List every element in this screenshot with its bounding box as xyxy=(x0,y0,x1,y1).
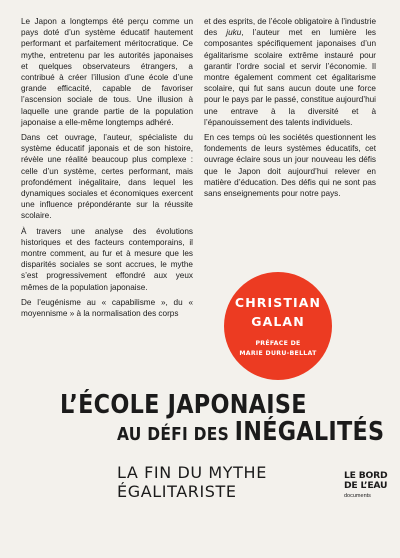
publisher-collection: documents xyxy=(344,493,371,499)
summary-paragraph: Le Japon a longtemps été perçu comme un pays doté d’un système éducatif hautement performant et parfaitement méritocratique. Ce mythe, entretenu par les autorités japonaises et quelques observateurs étrangers, a contribué à créer l’illusion d’une école d’une grande efficacité, capable de favoriser l’ascension sociale de tous. Une illusion à laquelle une grande partie de la population japonaise a elle-même longtemps adhéré. xyxy=(21,17,193,127)
italic-term: juku xyxy=(226,28,242,38)
back-cover-text-left xyxy=(21,16,193,323)
summary-paragraph: De l’eugénisme au « capabilisme », du « moyennisme » à la normalisation des corps xyxy=(21,297,193,319)
text-segment: et des esprits, de l’école obligatoire à l’industrie des xyxy=(204,17,376,38)
publisher-logo xyxy=(344,471,392,500)
summary-paragraph: À travers une analyse des évolutions historiques et des facteurs contemporains, il montre comment, au fur et à mesure que les disparités sociales se sont accrues, le mythe s’est progressivement effondré aux yeux mêmes de la population japonaise. xyxy=(21,226,193,292)
back-cover-text-right xyxy=(204,16,376,203)
summary-paragraph: Dans cet ouvrage, l’auteur, spécialiste du système éducatif japonais et de son histoire, révèle une réalité beaucoup plus complexe : celle d’un système, certes performant, mais profondément inégalitaire, dans lequel les dynamiques sociales et économiques exercent une influence prépondérante sur la réussite scolaire. xyxy=(21,133,193,221)
publisher-name-line2: DE L’EAU xyxy=(344,480,388,491)
preface-label: PRÉFACE DE xyxy=(255,340,301,347)
summary-paragraph xyxy=(204,16,376,128)
preface-author: MARIE DURU-BELLAT xyxy=(239,350,317,357)
author-first-name: CHRISTIAN xyxy=(234,295,322,310)
title-big-part: INÉGALITÉS xyxy=(234,417,385,447)
book-subtitle-line1: LA FIN DU MYTHE xyxy=(117,463,267,482)
author-last-name: GALAN xyxy=(251,314,305,329)
book-subtitle-line2: ÉGALITARISTE xyxy=(117,482,237,501)
author-seal xyxy=(224,272,332,380)
summary-paragraph: En ces temps où les sociétés questionnent les fondements de leurs systèmes éducatifs, cet ouvrage éclaire sous un jour nouveau les défis que le Japon doit aujourd’hui relever en matière d’éducation. Des défis qui ne sont pas sans enseignements pour notre pays. xyxy=(204,133,376,199)
book-title-line1: L’ÉCOLE JAPONAISE xyxy=(60,390,307,420)
publisher-name-line1: LE BORD xyxy=(344,470,388,481)
title-small-part: AU DÉFI DES xyxy=(117,424,235,445)
book-title-line2 xyxy=(117,417,384,447)
text-segment: , l’auteur met en lumière les composantes spécifiquement japonaises d’un égalitarisme scolaire extrême instauré pour garantir l’ordre social et servir l’économie. Il montre également comment cet égalitarisme scolaire, qui fut sans aucun doute une force pour le pays par le passé, constitue aujourd’hui une entrave à la diversité et à l’épanouissement des talents individuels. xyxy=(204,28,376,127)
